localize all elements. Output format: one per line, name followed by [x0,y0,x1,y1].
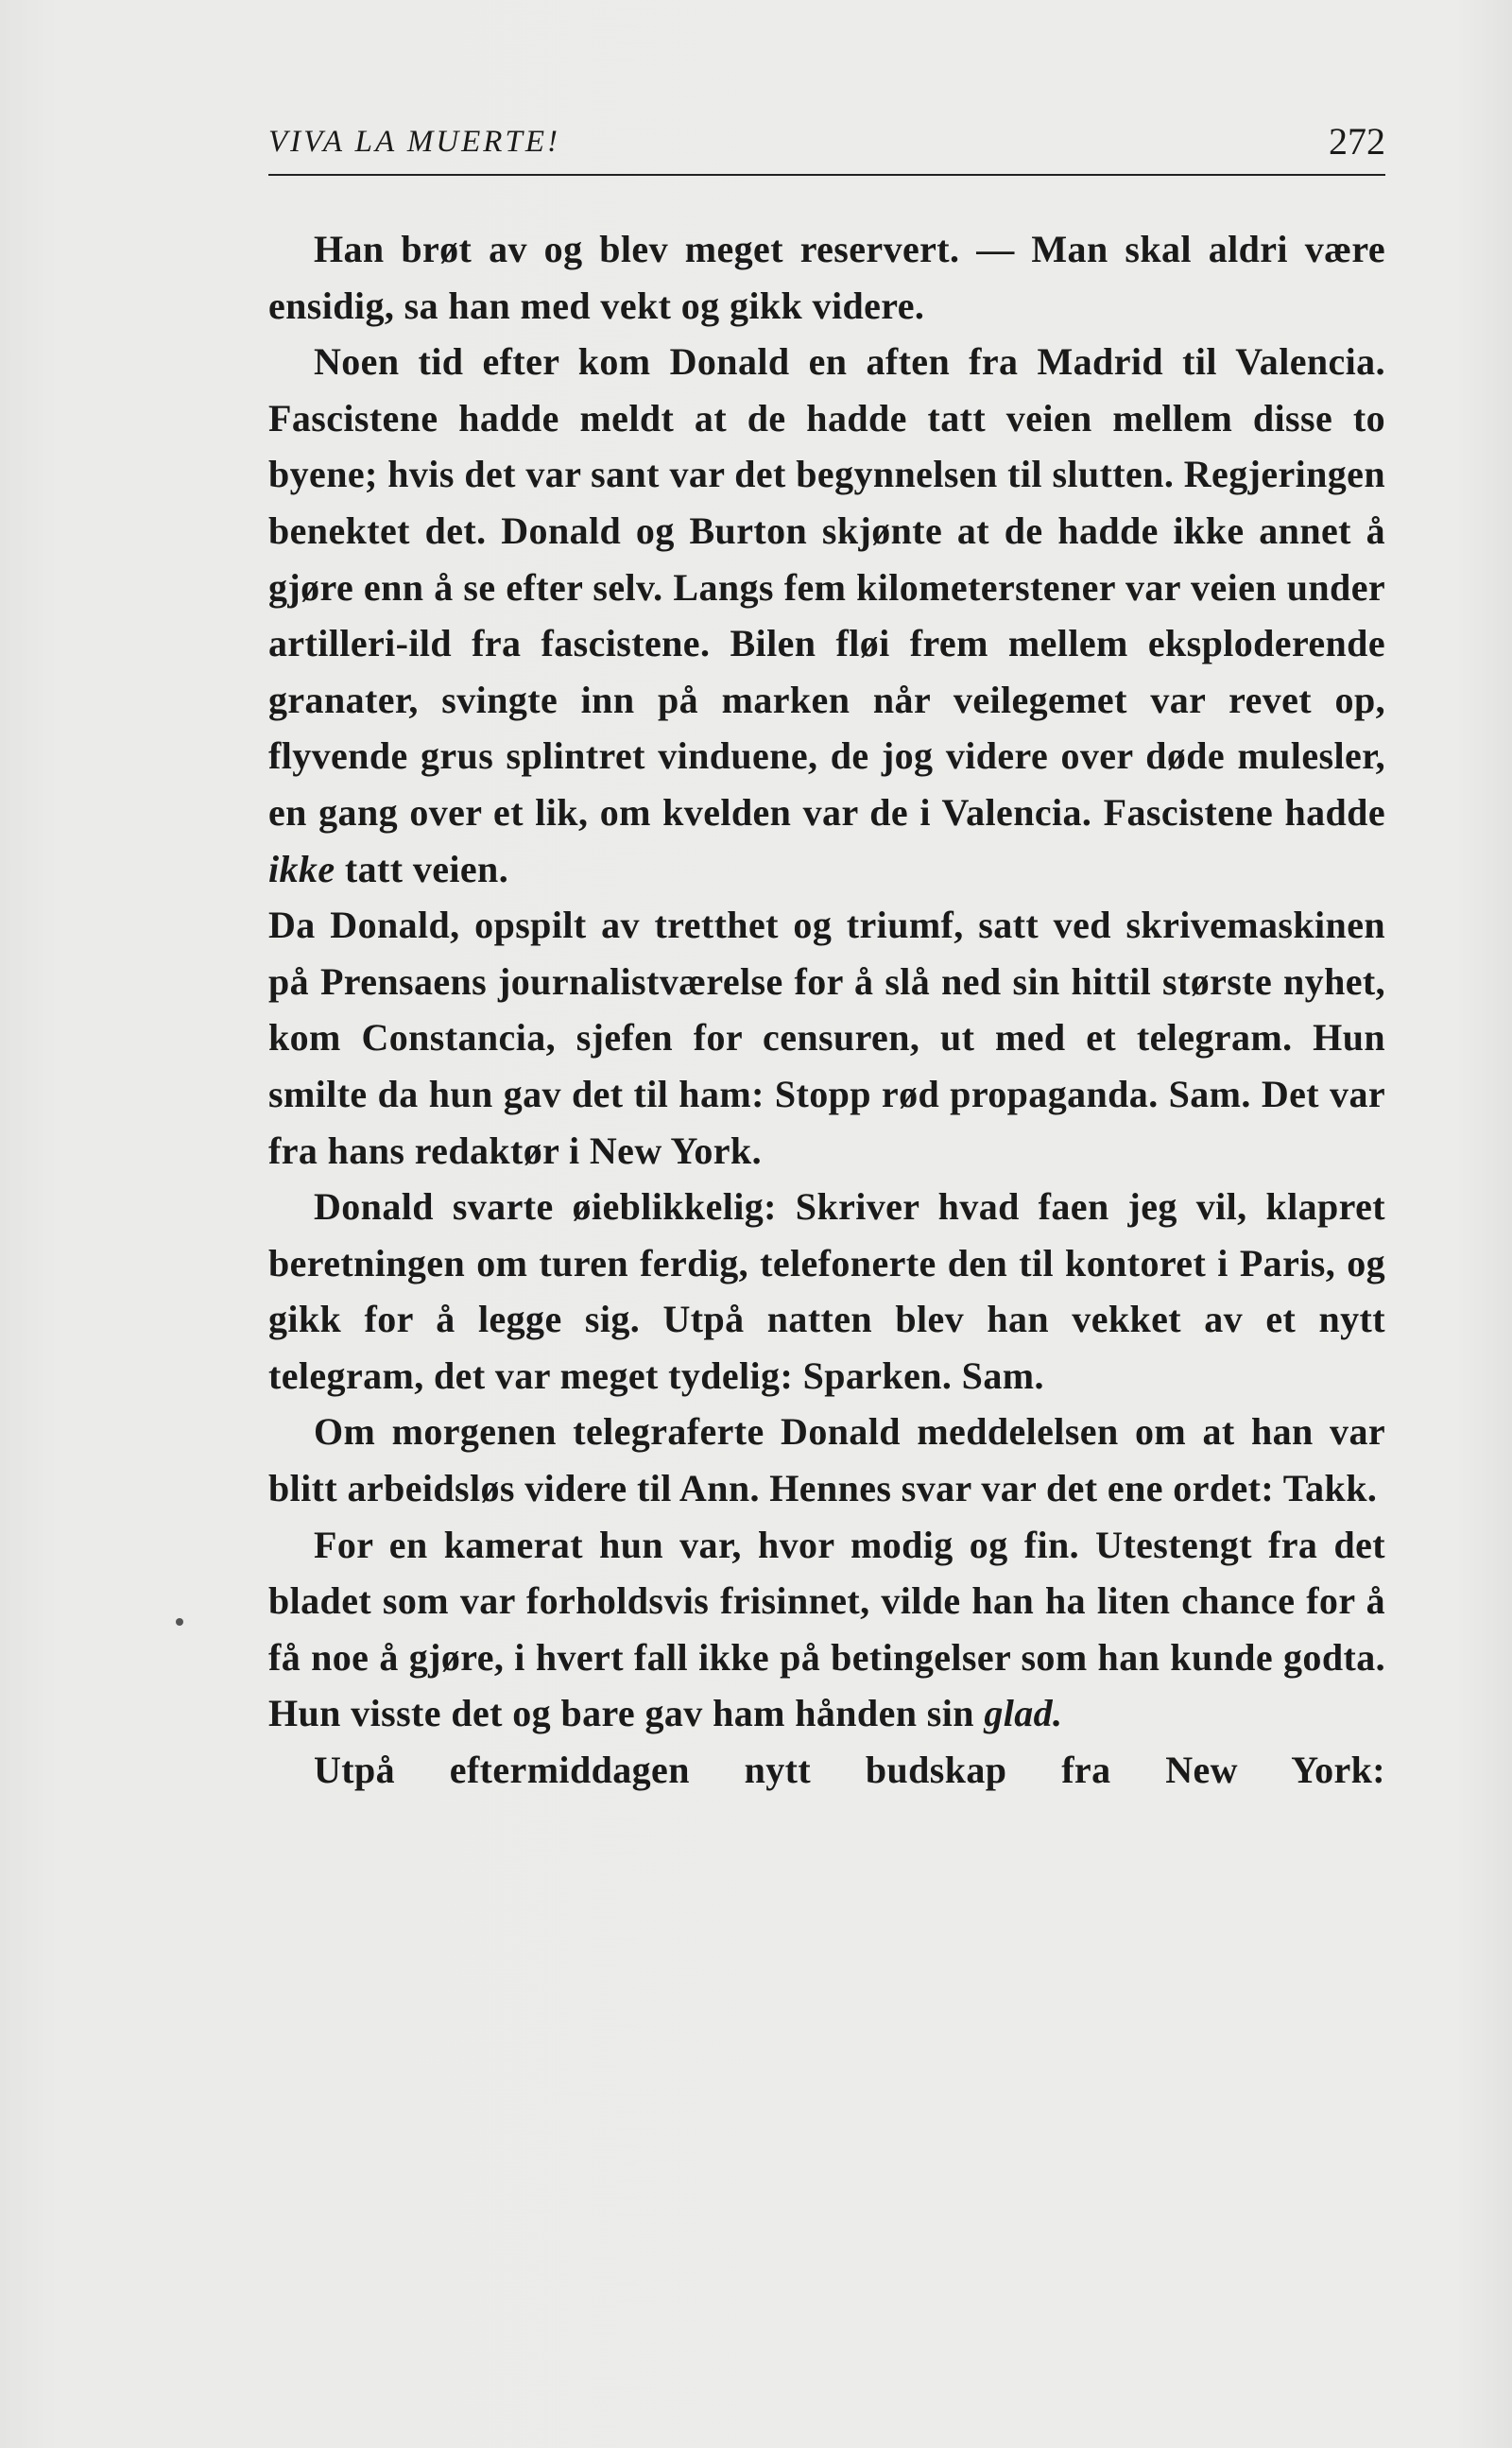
paragraph-7: Utpå eftermiddagen nytt budskap fra New York: [314,1749,1385,1792]
paragraph-2 [268,334,1385,897]
paragraph-5: Om morgenen telegraferte Donald meddelelsen om at han var blitt arbeidsløs videre til Ann. Hennes svar var det ene ordet: Takk. [268,1410,1385,1510]
paragraph-3: Da Donald, opspilt av tretthet og triumf, satt ved skrivemaskinen på Prensaens journalistværelse for å slå ned sin hittil største nyhet, kom Constancia, sjefen for censuren, ut med et telegram. Hun smilte da hun gav det til ham: Stopp rød propaganda. Sam. Det var fra hans redaktør i New York. [268,904,1385,1172]
page-number: 272 [1329,120,1385,163]
paragraph-6 [268,1517,1385,1742]
paragraph-6-text-a: For en kamerat hun var, hvor modig og fin. Utestengt fra det bladet som var forholdsvis frisinnet, vilde han ha liten chance for å få noe å gjøre, i hvert fall ikke på betingelser som han kunde godta. Hun visste det og bare gav ham hånden sin [268,1523,1385,1735]
paragraph-6-emphasis: glad. [984,1692,1063,1735]
paragraph-4: Donald svarte øieblikkelig: Skriver hvad faen jeg vil, klapret beretningen om turen ferdig, telefonerte den til kontoret i Paris, og gikk for å legge sig. Utpå natten blev han vekket av et nytt telegram, det var meget tydelig: Sparken. Sam. [268,1185,1385,1397]
paragraph-2-emphasis: ikke [268,847,335,890]
page-header [268,121,1385,176]
paper-speck [176,1618,183,1626]
paragraph-2-text-a: Noen tid efter kom Donald en aften fra Madrid til Valencia. Fascistene hadde meldt at de hadde tatt veien mellem disse to byene; hvis det var sant var det begynnelsen til slutten. Regjeringen benektet det. Donald og Burton skjønte at de hadde ikke annet å gjøre enn å se efter selv. Langs fem kilometerstener var veien under artilleri-ild fra fascistene. Bilen fløi frem mellem eksploderende granater, svingte inn på marken når veilegemet var revet op, flyvende grus splintret vinduene, de jog videre over døde mulesler, en gang over et lik, om kvelden var de i Valencia. Fascistene hadde [268,340,1385,834]
running-title: VIVA LA MUERTE! [268,125,560,159]
paragraph-2-text-b: tatt veien. [335,847,509,890]
paragraph-1: Han brøt av og blev meget reservert. — Man skal aldri være ensidig, sa han med vekt og gikk videre. [268,228,1385,327]
body-text [268,221,1385,1799]
